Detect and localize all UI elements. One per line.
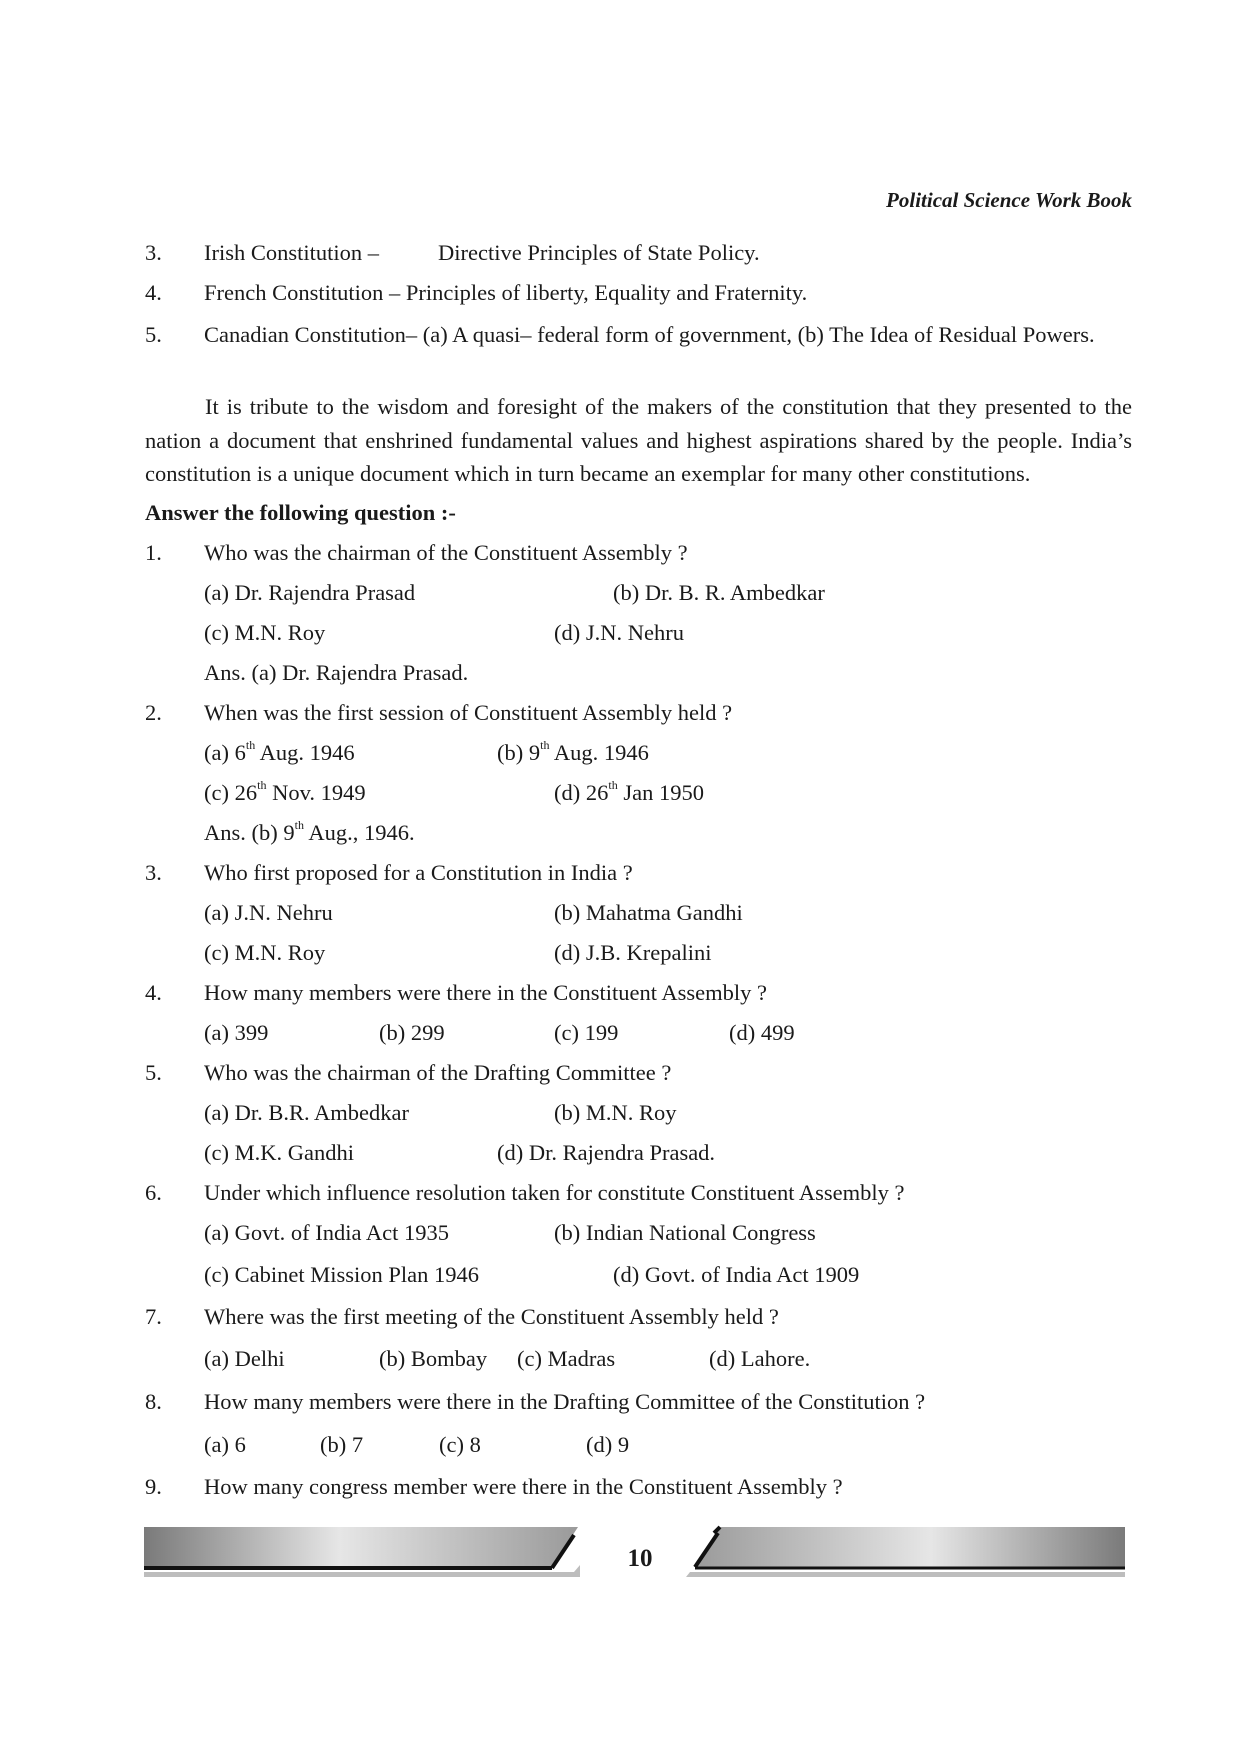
option: (a) 6th Aug. 1946 xyxy=(204,738,355,765)
question-text: How many congress member were there in the Constituent Assembly ? xyxy=(204,1474,843,1499)
option: (c) Madras xyxy=(517,1346,616,1371)
option: (d) J.N. Nehru xyxy=(554,620,684,645)
option: (d) Govt. of India Act 1909 xyxy=(613,1262,860,1287)
option: (c) M.N. Roy xyxy=(204,940,326,965)
option: (c) M.K. Gandhi xyxy=(204,1140,354,1165)
question-text: Who was the chairman of the Constituent Assembly ? xyxy=(204,540,688,565)
option: (c) Cabinet Mission Plan 1946 xyxy=(204,1262,479,1287)
option: (a) Delhi xyxy=(204,1346,285,1371)
question-text: Under which influence resolution taken for constitute Constituent Assembly ? xyxy=(204,1180,905,1205)
option: (d) 499 xyxy=(729,1020,795,1045)
option: (c) 199 xyxy=(554,1020,619,1045)
footer-band-left xyxy=(144,1527,580,1577)
question-number: 2. xyxy=(145,700,162,725)
intro-item-number: 5. xyxy=(145,322,162,347)
option: (b) M.N. Roy xyxy=(554,1100,677,1125)
option: (a) Dr. Rajendra Prasad xyxy=(204,580,416,605)
option: (b) 7 xyxy=(320,1432,364,1457)
option: (d) Dr. Rajendra Prasad. xyxy=(497,1140,716,1165)
option: (c) 26th Nov. 1949 xyxy=(204,778,366,805)
page-number: 10 xyxy=(627,1545,653,1572)
body-paragraph: It is tribute to the wisdom and foresight of the makers of the constitution that they presented to the nation a document that enshrined fundamental values and highest aspirations shared by the people. India’s constitution is a unique document which in turn became an exemplar for many other constitutions. xyxy=(145,394,1132,486)
option: (d) Lahore. xyxy=(709,1346,811,1371)
question-number: 3. xyxy=(145,860,162,885)
question-text: How many members were there in the Constituent Assembly ? xyxy=(204,980,768,1005)
option: (c) 8 xyxy=(439,1432,481,1457)
intro-item-number: 3. xyxy=(145,240,162,265)
running-header: Political Science Work Book xyxy=(886,188,1132,212)
question-text: How many members were there in the Drafting Committee of the Constitution ? xyxy=(204,1389,926,1414)
question-text: Who first proposed for a Constitution in India ? xyxy=(204,860,633,885)
option: (b) Dr. B. R. Ambedkar xyxy=(613,580,825,605)
intro-item-text: French Constitution – Principles of liberty, Equality and Fraternity. xyxy=(204,280,808,305)
option: (a) Govt. of India Act 1935 xyxy=(204,1220,449,1245)
option: (b) 299 xyxy=(379,1020,445,1045)
option: (b) Mahatma Gandhi xyxy=(554,900,743,925)
answer: Ans. (a) Dr. Rajendra Prasad. xyxy=(204,660,469,685)
option: (d) J.B. Krepalini xyxy=(554,940,712,965)
option: (a) 6 xyxy=(204,1432,246,1457)
footer-band-right xyxy=(686,1527,1125,1577)
question-number: 5. xyxy=(145,1060,162,1085)
question-number: 7. xyxy=(145,1304,162,1329)
intro-item-text-continued: Directive Principles of State Policy. xyxy=(438,240,760,265)
question-number: 1. xyxy=(145,540,162,565)
intro-item-text: Irish Constitution – xyxy=(204,240,380,265)
option: (a) Dr. B.R. Ambedkar xyxy=(204,1100,409,1125)
option: (b) Bombay xyxy=(379,1346,488,1371)
intro-item-wrapped xyxy=(145,318,1132,351)
question-text: Where was the first meeting of the Constituent Assembly held ? xyxy=(204,1304,779,1329)
option: (b) 9th Aug. 1946 xyxy=(497,738,649,765)
option: (b) Indian National Congress xyxy=(554,1220,816,1245)
question-number: 9. xyxy=(145,1474,162,1499)
answer: Ans. (b) 9th Aug., 1946. xyxy=(204,818,415,845)
question-number: 4. xyxy=(145,980,162,1005)
option: (a) J.N. Nehru xyxy=(204,900,333,925)
question-text: Who was the chairman of the Drafting Committee ? xyxy=(204,1060,672,1085)
option: (d) 9 xyxy=(586,1432,630,1457)
intro-item-number: 4. xyxy=(145,280,162,305)
option: (a) 399 xyxy=(204,1020,269,1045)
section-heading: Answer the following question :- xyxy=(145,500,456,525)
option: (d) 26th Jan 1950 xyxy=(554,778,704,805)
intro-item-text: Canadian Constitution– (a) A quasi– federal form of government, (b) The Idea of Residual Powers. xyxy=(204,322,1095,347)
question-number: 8. xyxy=(145,1389,162,1414)
question-text: When was the first session of Constituent Assembly held ? xyxy=(204,700,733,725)
option: (c) M.N. Roy xyxy=(204,620,326,645)
question-number: 6. xyxy=(145,1180,162,1205)
